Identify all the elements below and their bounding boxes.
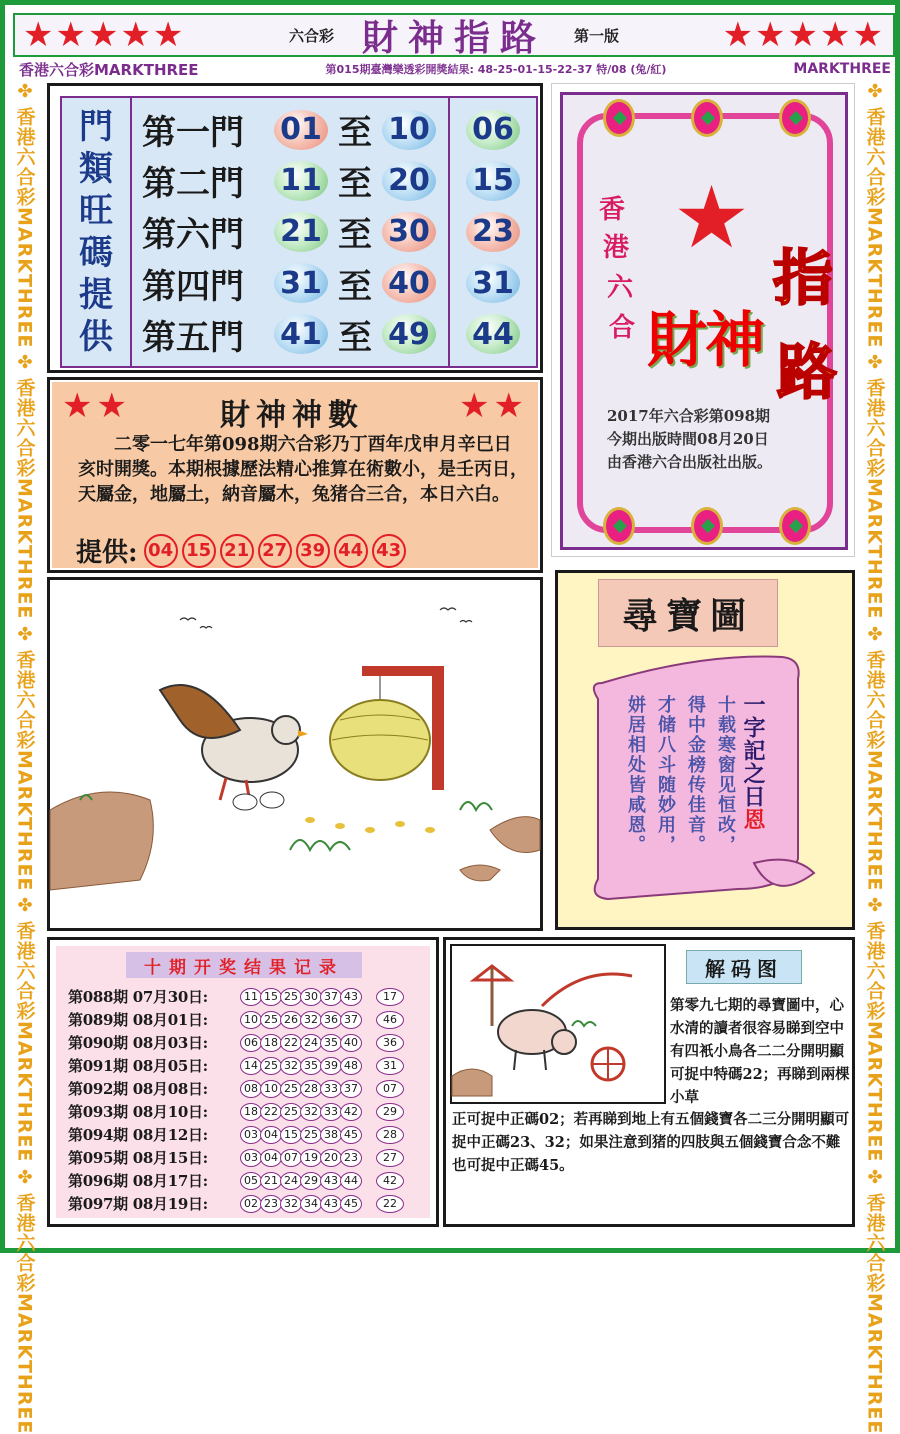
margin-text: 香港六合彩MARKTHREE xyxy=(13,107,36,349)
draw-number: 19 xyxy=(300,1149,322,1167)
right-margin-text xyxy=(859,81,891,1434)
treasure-poem xyxy=(622,695,738,855)
hint-answer: 恩 xyxy=(740,808,766,831)
history-row xyxy=(68,1009,402,1030)
from-number-ball: 41 xyxy=(274,314,328,354)
pig-head xyxy=(552,1030,576,1054)
draw-number: 23 xyxy=(340,1149,362,1167)
gate-ranges xyxy=(132,98,450,366)
coin-icon xyxy=(779,507,811,545)
decode-title: 解码图 xyxy=(686,950,802,984)
draw-number: 10 xyxy=(240,1011,262,1029)
treasure-illustration xyxy=(47,577,543,931)
draw-number: 37 xyxy=(340,1011,362,1029)
gate-title-char: 供 xyxy=(79,317,113,357)
to-label: 至 xyxy=(338,266,372,307)
poem-line: 才储八斗随妙用， xyxy=(655,695,676,855)
draw-number: 35 xyxy=(300,1057,322,1075)
draw-number: 03 xyxy=(240,1126,262,1144)
draw-number: 33 xyxy=(320,1080,342,1098)
margin-text: 香港六合彩MARKTHREE xyxy=(13,649,36,892)
to-label: 至 xyxy=(338,317,372,358)
decode-box xyxy=(443,937,855,1227)
cover-lu: 路 xyxy=(777,338,837,408)
coin-icon xyxy=(691,99,723,137)
margin-text: 香港六合彩MARKTHREE xyxy=(863,649,886,892)
draw-number: 40 xyxy=(340,1034,362,1052)
gate-row xyxy=(142,310,448,359)
draw-number: 24 xyxy=(280,1172,302,1190)
trap-beam xyxy=(362,666,444,676)
draw-date: 第092期 08月08日: xyxy=(68,1080,208,1098)
cover-zhi: 指 xyxy=(773,244,833,314)
draw-number: 25 xyxy=(280,1080,302,1098)
draw-number: 25 xyxy=(300,1126,322,1144)
gate-title-char: 門 xyxy=(79,107,113,147)
info-bar xyxy=(19,59,891,79)
draw-number: 32 xyxy=(300,1011,322,1029)
draw-number: 06 xyxy=(240,1034,262,1052)
left-margin-text xyxy=(9,81,41,1434)
pick-number-ball: 15 xyxy=(466,161,520,201)
history-row xyxy=(68,1170,402,1191)
basket-trap xyxy=(330,700,430,780)
info-lottery-result: 第015期臺灣樂透彩開獎結果: 48-25-01-15-22-37 特/08 (兔/紅) xyxy=(325,63,667,76)
hen-trap-picture xyxy=(50,580,540,928)
gate-label: 第五門 xyxy=(142,317,244,358)
header-small-label: 六合彩 xyxy=(288,26,334,45)
special-number: 28 xyxy=(376,1126,404,1144)
clover-icon: ✤ xyxy=(867,623,883,645)
decode-picture xyxy=(450,944,666,1104)
special-number: 22 xyxy=(376,1195,404,1213)
draw-date: 第093期 08月10日: xyxy=(68,1103,208,1121)
coin-icon xyxy=(603,507,635,545)
history-row xyxy=(68,1055,402,1076)
coin-icon xyxy=(691,507,723,545)
circled-number: 21 xyxy=(220,534,254,568)
draw-number: 44 xyxy=(340,1172,362,1190)
page-title: 財神指路 xyxy=(361,16,546,59)
stars-right-icon: ★★ xyxy=(459,386,528,426)
draw-number: 43 xyxy=(320,1195,342,1213)
draw-number: 03 xyxy=(240,1149,262,1167)
header-stars-right: ★★★★★ xyxy=(722,15,885,55)
gate-vertical-title xyxy=(62,98,132,366)
hen-tail xyxy=(160,685,240,738)
draw-number: 33 xyxy=(320,1103,342,1121)
pick-number-ball: 06 xyxy=(466,110,520,150)
history-row xyxy=(68,1078,402,1099)
margin-text: 香港六合彩MARKTHREE xyxy=(863,921,886,1163)
gate-label: 第一門 xyxy=(142,113,244,154)
cover-char: 合 xyxy=(609,313,636,343)
draw-number: 07 xyxy=(280,1149,302,1167)
circled-number: 15 xyxy=(182,534,216,568)
draw-number: 14 xyxy=(240,1057,262,1075)
edition-label: 第一版 xyxy=(574,26,620,45)
clover-icon: ✤ xyxy=(17,352,33,374)
draw-number: 04 xyxy=(260,1149,282,1167)
draw-number: 25 xyxy=(280,988,302,1006)
cover-char: 香 xyxy=(599,195,626,225)
draw-number: 48 xyxy=(340,1057,362,1075)
draw-number: 23 xyxy=(260,1195,282,1213)
cover-caishen: 財神 xyxy=(647,306,763,376)
from-number-ball: 21 xyxy=(274,212,328,252)
provide-label: 提供: xyxy=(76,538,138,568)
cover-char: 六 xyxy=(607,273,634,303)
history-row xyxy=(68,1147,402,1168)
clover-icon: ✤ xyxy=(17,623,33,645)
special-number: 31 xyxy=(376,1057,404,1075)
shenshu-numbers xyxy=(76,532,406,569)
poem-line: 十载寒窗见恒改， xyxy=(715,695,736,855)
draw-number: 25 xyxy=(280,1103,302,1121)
circled-number: 39 xyxy=(296,534,330,568)
shenshu-title: 財神神數 xyxy=(220,398,364,433)
gate-numbers-box xyxy=(47,83,543,373)
circled-number: 43 xyxy=(372,534,406,568)
history-row xyxy=(68,1032,402,1053)
pick-number-ball: 44 xyxy=(466,314,520,354)
pub-line: 2017年六合彩第098期 xyxy=(607,407,771,425)
circled-number: 27 xyxy=(258,534,292,568)
coins-on-ground xyxy=(305,817,435,833)
pub-line: 由香港六合出版社出版。 xyxy=(607,453,773,471)
to-number-ball: 30 xyxy=(382,212,436,252)
draw-date: 第088期 07月30日: xyxy=(68,988,208,1006)
circled-number: 44 xyxy=(334,534,368,568)
special-number: 17 xyxy=(376,988,404,1006)
draw-number: 18 xyxy=(240,1103,262,1121)
draw-date: 第091期 08月05日: xyxy=(68,1057,208,1075)
draw-number: 18 xyxy=(260,1034,282,1052)
draw-history-box xyxy=(47,937,439,1227)
pick-number-ball: 23 xyxy=(466,212,520,252)
red-star-icon: ★ xyxy=(673,168,751,268)
gate-row xyxy=(142,207,448,256)
from-number-ball: 11 xyxy=(274,161,328,201)
draw-number: 28 xyxy=(300,1080,322,1098)
birds-icon xyxy=(180,608,472,628)
draw-number: 29 xyxy=(300,1172,322,1190)
to-label: 至 xyxy=(338,164,372,205)
draw-number: 43 xyxy=(340,988,362,1006)
margin-text: 香港六合彩MARKTHREE xyxy=(13,1192,36,1434)
to-number-ball: 20 xyxy=(382,161,436,201)
rock-right xyxy=(490,817,540,853)
pig-picture xyxy=(452,946,668,1106)
clover-icon: ✤ xyxy=(867,352,883,374)
draw-date: 第096期 08月17日: xyxy=(68,1172,208,1190)
clover-icon: ✤ xyxy=(17,1166,33,1188)
draw-number: 42 xyxy=(340,1103,362,1121)
draw-number: 24 xyxy=(300,1034,322,1052)
special-number: 27 xyxy=(376,1149,404,1167)
gate-row xyxy=(142,156,448,205)
to-number-ball: 10 xyxy=(382,110,436,150)
draw-number: 30 xyxy=(300,988,322,1006)
hen-head xyxy=(272,716,300,744)
draw-number: 05 xyxy=(240,1172,262,1190)
draw-number: 25 xyxy=(260,1011,282,1029)
decode-text-lower: 正可捉中正碼02；若再睇到地上有五個錢寶各二三分開明顯可捉中正碼23、32；如果注意到猪的四肢與五個錢寶合念不難也可捉中正碼45。 xyxy=(452,1111,850,1174)
cover-char: 港 xyxy=(603,233,630,263)
header-stars-left: ★★★★★ xyxy=(23,15,186,55)
to-label: 至 xyxy=(338,215,372,256)
gate-label: 第四門 xyxy=(142,266,244,307)
gate-row xyxy=(142,259,448,308)
poem-line: 得中金榜传佳音。 xyxy=(685,695,706,855)
draw-number: 26 xyxy=(280,1011,302,1029)
grass xyxy=(290,840,350,850)
special-number: 36 xyxy=(376,1034,404,1052)
gate-picks xyxy=(450,98,536,366)
draw-date: 第097期 08月19日: xyxy=(68,1195,208,1213)
margin-text: 香港六合彩MARKTHREE xyxy=(863,378,886,620)
to-number-ball: 49 xyxy=(382,314,436,354)
gate-label: 第六門 xyxy=(142,215,244,256)
caishen-shenshu-box xyxy=(47,377,543,573)
draw-date: 第089期 08月01日: xyxy=(68,1011,208,1029)
trap-post xyxy=(432,670,444,790)
draw-number: 15 xyxy=(280,1126,302,1144)
from-number-ball: 01 xyxy=(274,110,328,150)
history-row xyxy=(68,1193,402,1214)
margin-text: 香港六合彩MARKTHREE xyxy=(13,378,36,620)
history-row xyxy=(68,1101,402,1122)
treasure-title: 尋寶圖 xyxy=(598,579,778,647)
draw-date: 第095期 08月15日: xyxy=(68,1149,208,1167)
special-number: 07 xyxy=(376,1080,404,1098)
gate-title-char: 類 xyxy=(79,149,113,189)
draw-number: 45 xyxy=(340,1195,362,1213)
special-number: 46 xyxy=(376,1011,404,1029)
pub-line: 今期出版時間08月20日 xyxy=(607,430,769,448)
hint-text: 一字記之日 xyxy=(740,693,766,808)
decode-text-upper: 第零九七期的尋寶圖中，心水清的讀者很容易睇到空中有四衹小鳥各二二分開明顯可捉中特碼22；再睇到兩棵小草 xyxy=(670,997,850,1106)
history-row xyxy=(68,986,402,1007)
coin-icon xyxy=(603,99,635,137)
history-row xyxy=(68,1124,402,1145)
margin-text: 香港六合彩MARKTHREE xyxy=(863,1192,886,1434)
draw-number: 37 xyxy=(340,1080,362,1098)
gate-title-char: 碼 xyxy=(79,233,113,273)
draw-number: 35 xyxy=(320,1034,342,1052)
draw-number: 39 xyxy=(320,1057,342,1075)
clover-icon: ✤ xyxy=(867,1166,883,1188)
special-number: 29 xyxy=(376,1103,404,1121)
clover-icon: ✤ xyxy=(867,895,883,917)
poem-line: 姘居相处皆咸恩。 xyxy=(625,695,646,855)
draw-number: 45 xyxy=(340,1126,362,1144)
draw-number: 21 xyxy=(260,1172,282,1190)
draw-date: 第094期 08月12日: xyxy=(68,1126,208,1144)
to-number-ball: 40 xyxy=(382,263,436,303)
header-banner xyxy=(13,13,895,57)
to-label: 至 xyxy=(338,113,372,154)
gate-label: 第二門 xyxy=(142,164,244,205)
draw-date: 第090期 08月03日: xyxy=(68,1034,208,1052)
egg xyxy=(233,794,257,810)
clover-icon: ✤ xyxy=(867,81,883,102)
draw-number: 20 xyxy=(320,1149,342,1167)
clover-icon: ✤ xyxy=(17,81,33,102)
rock-left xyxy=(50,792,153,890)
gate-row xyxy=(142,105,448,154)
stars-left-icon: ★★ xyxy=(62,386,131,426)
shenshu-text: 二零一七年第098期六合彩乃丁酉年戊申月辛巳日亥时開獎。本期根據歷法精心推算在術數小，是壬丙日，天屬金，地屬土，納音屬木，兔猪合三合，本日六白。 xyxy=(78,434,528,505)
draw-number: 43 xyxy=(320,1172,342,1190)
treasure-hint xyxy=(738,693,769,831)
gate-title-char: 提 xyxy=(79,275,113,315)
draw-number: 04 xyxy=(260,1126,282,1144)
draw-number: 22 xyxy=(260,1103,282,1121)
from-number-ball: 31 xyxy=(274,263,328,303)
draw-number: 25 xyxy=(260,1057,282,1075)
draw-number: 02 xyxy=(240,1195,262,1213)
draw-number: 22 xyxy=(280,1034,302,1052)
margin-text: 香港六合彩MARKTHREE xyxy=(13,921,36,1163)
coin-icon xyxy=(779,99,811,137)
pick-number-ball: 31 xyxy=(466,263,520,303)
egg xyxy=(260,792,284,808)
cover-box xyxy=(551,83,855,557)
draw-number: 11 xyxy=(240,988,262,1006)
history-title: 十期开奖结果记录 xyxy=(126,952,362,978)
draw-number: 10 xyxy=(260,1080,282,1098)
margin-text: 香港六合彩MARKTHREE xyxy=(863,107,886,349)
info-left: 香港六合彩MARKTHREE xyxy=(19,60,199,79)
info-right: MARKTHREE xyxy=(793,61,891,77)
draw-number: 34 xyxy=(300,1195,322,1213)
clover-icon: ✤ xyxy=(17,895,33,917)
draw-number: 36 xyxy=(320,1011,342,1029)
special-number: 42 xyxy=(376,1172,404,1190)
draw-number: 32 xyxy=(280,1057,302,1075)
draw-number: 15 xyxy=(260,988,282,1006)
draw-number: 32 xyxy=(280,1195,302,1213)
circled-number: 04 xyxy=(144,534,178,568)
treasure-map-box xyxy=(555,570,855,930)
draw-number: 37 xyxy=(320,988,342,1006)
publication-info xyxy=(607,405,772,474)
draw-number: 32 xyxy=(300,1103,322,1121)
draw-number: 08 xyxy=(240,1080,262,1098)
draw-number: 38 xyxy=(320,1126,342,1144)
gate-title-char: 旺 xyxy=(79,191,113,231)
